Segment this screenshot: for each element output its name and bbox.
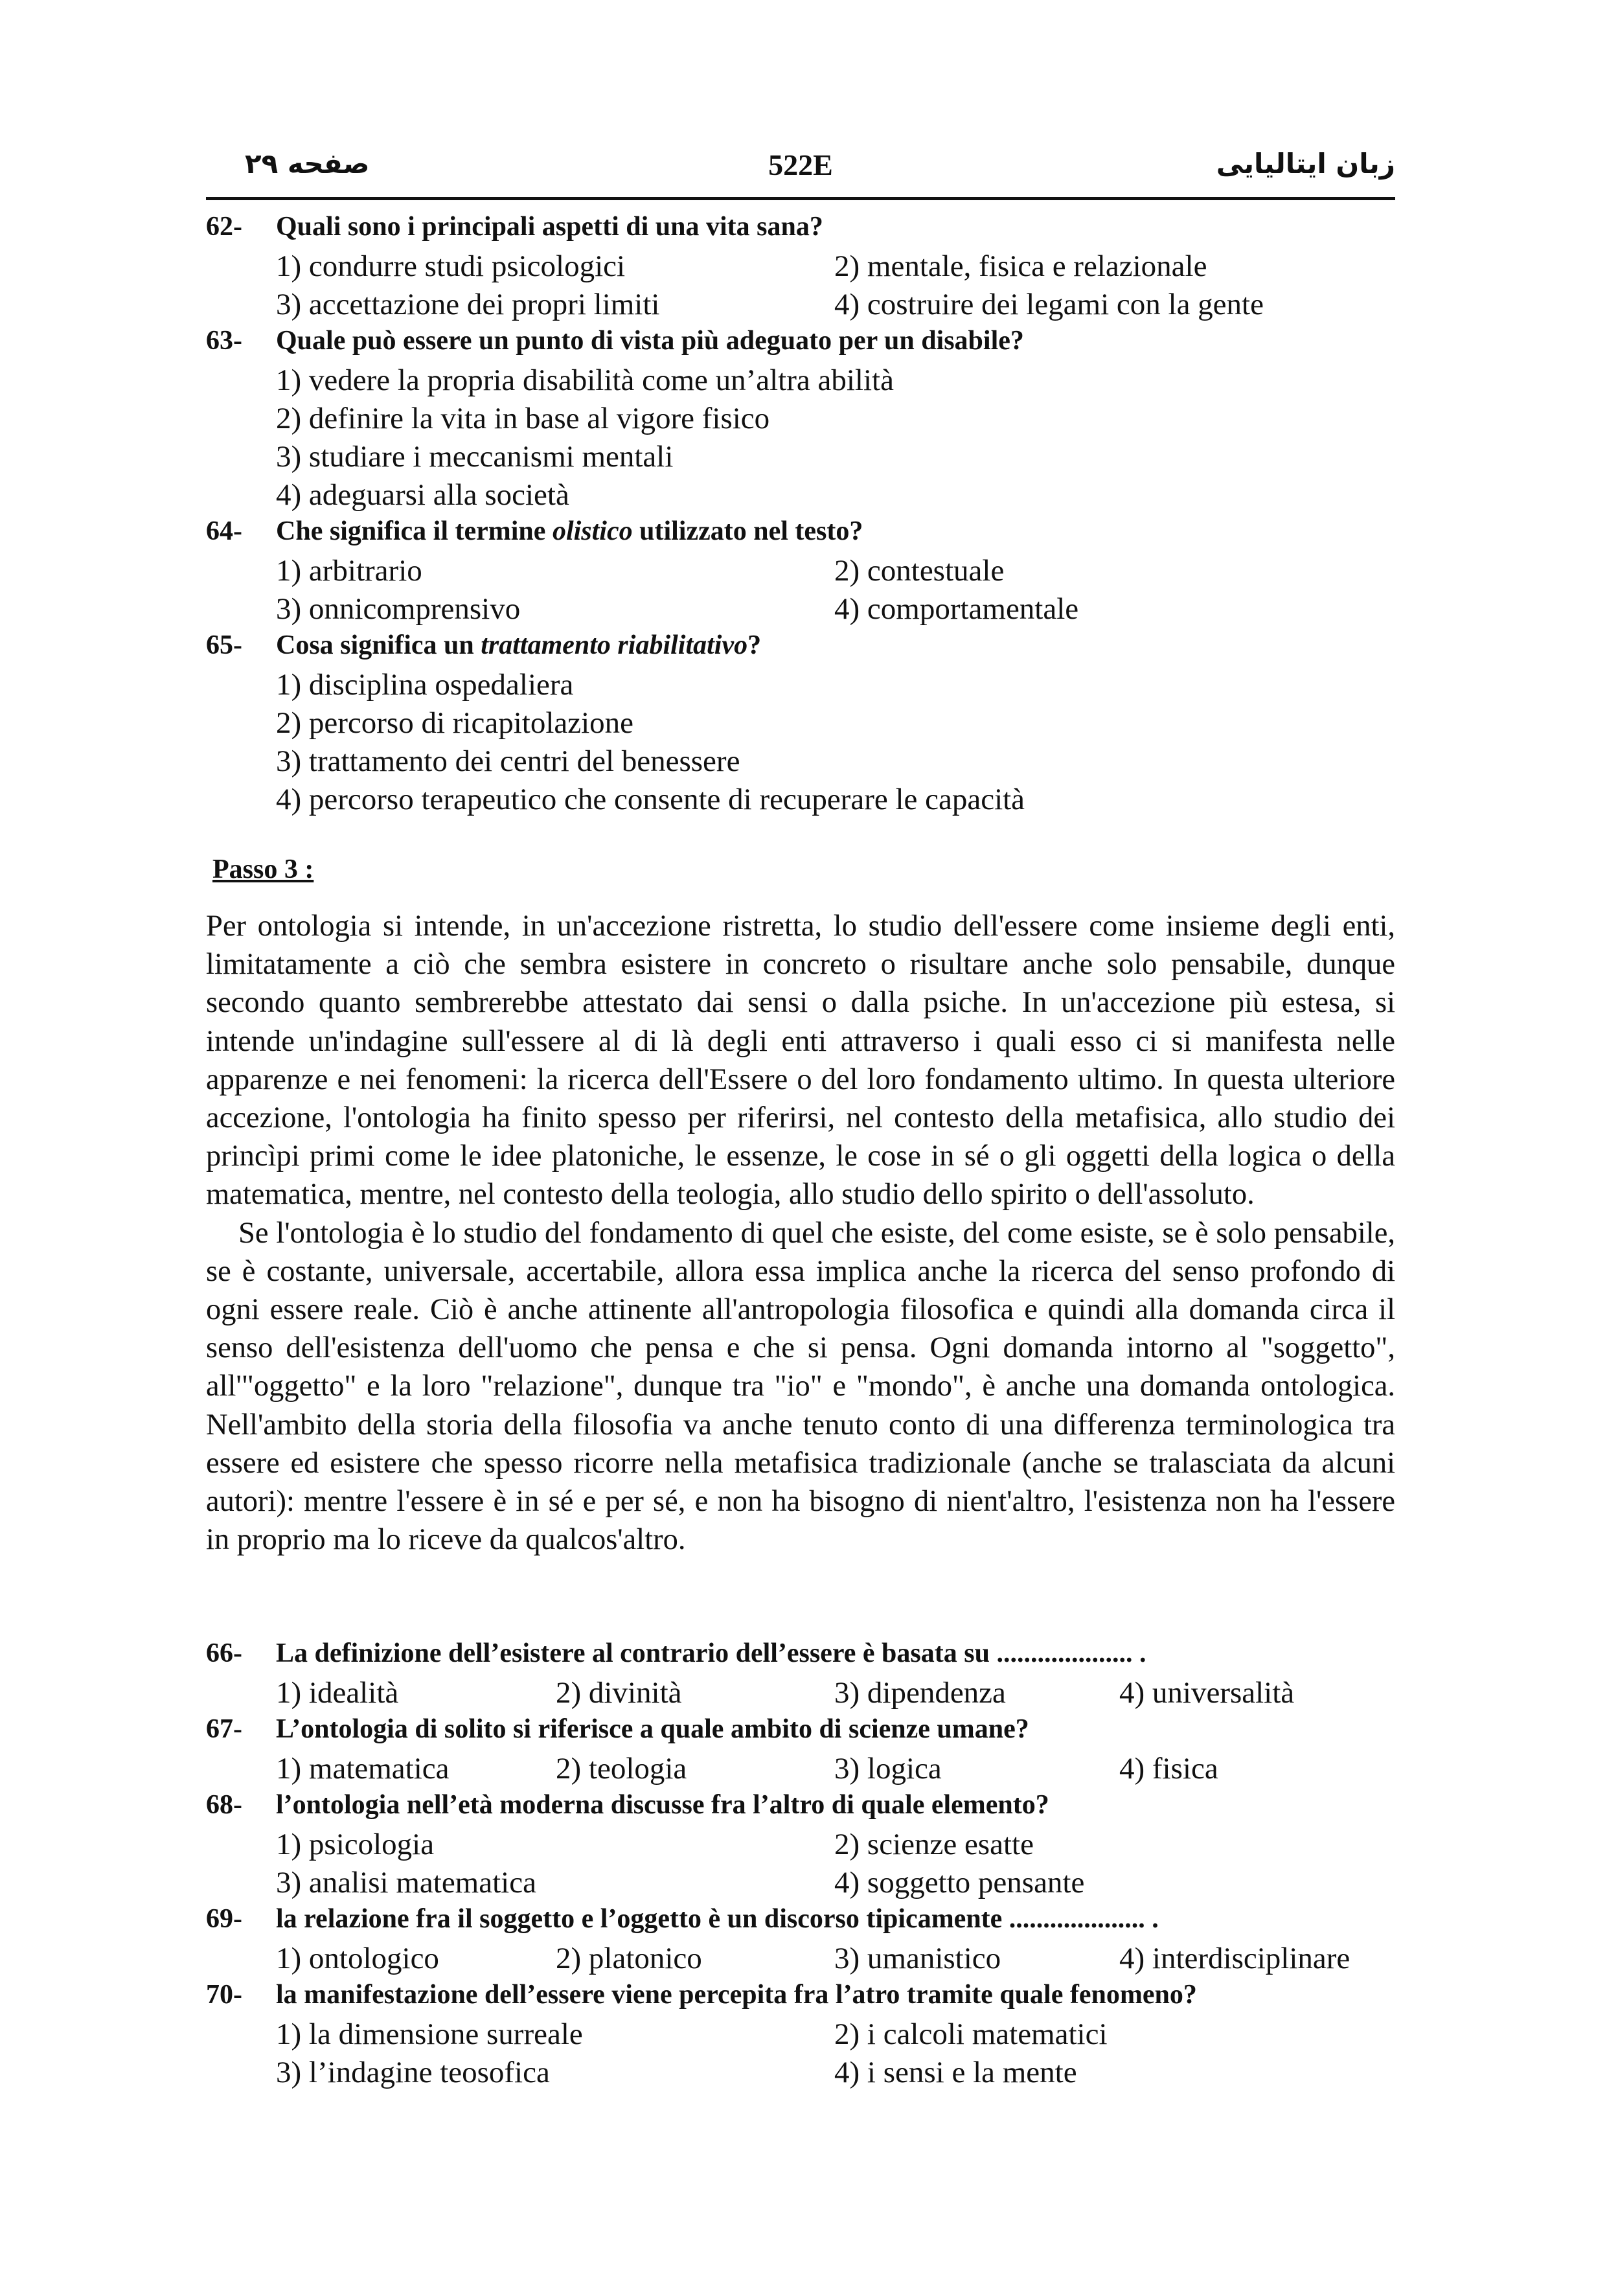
option-4[interactable]: 4) universalità [1119,1676,1295,1710]
options-row [206,287,1395,325]
option-4[interactable]: 4) interdisciplinare [1119,1942,1351,1975]
option-2[interactable]: 2) definire la vita in base al vigore fisico [276,402,770,435]
option-3[interactable]: 3) accettazione dei propri limiti [276,288,660,321]
options-row [206,363,1395,401]
option-2[interactable]: 2) scienze esatte [834,1828,1034,1861]
option-4[interactable]: 4) adeguarsi alla società [276,478,569,512]
question-text: la manifestazione dell’essere viene percepita fra l’atro tramite quale fenomeno? [276,1980,1197,2010]
options-row [206,1827,1395,1865]
option-1[interactable]: 1) condurre studi psicologici [276,249,626,283]
options-row [206,439,1395,477]
options-row [206,1941,1395,1979]
question-number: 63- [206,326,242,356]
questions-66-70 [206,1638,1395,2093]
term-olistico: olistico [552,516,633,546]
option-4[interactable]: 4) percorso terapeutico che consente di recuperare le capacità [276,783,1025,816]
option-1[interactable]: 1) arbitrario [276,554,422,588]
option-4[interactable]: 4) costruire dei legami con la gente [834,288,1264,321]
question-66 [206,1638,1395,1675]
option-4[interactable]: 4) comportamentale [834,592,1079,626]
option-1[interactable]: 1) disciplina ospedaliera [276,668,574,702]
options-row [206,744,1395,782]
question-number: 67- [206,1714,242,1744]
option-3[interactable]: 3) l’indagine teosofica [276,2056,550,2089]
options-row [206,2017,1395,2055]
page-number-label: صفحه ۲۹ [245,148,370,179]
options-row [206,706,1395,744]
question-64 [206,516,1395,553]
option-4[interactable]: 4) fisica [1119,1752,1218,1785]
question-text: Quale può essere un punto di vista più adeguato per un disabile? [276,326,1024,356]
question-68 [206,1789,1395,1827]
option-2[interactable]: 2) divinità [556,1676,682,1710]
option-2[interactable]: 2) i calcoli matematici [834,2017,1108,2051]
option-3[interactable]: 3) studiare i meccanismi mentali [276,440,674,474]
question-69 [206,1903,1395,1941]
option-2[interactable]: 2) percorso di ricapitolazione [276,706,634,740]
options-row [206,553,1395,591]
option-1[interactable]: 1) vedere la propria disabilità come un’altra abilità [276,363,894,397]
options-row [206,591,1395,630]
passage-paragraph-1: Per ontologia si intende, in un'accezione ristretta, lo studio dell'essere come insieme degli enti, limitatamente a ciò che sembra esistere in concreto o risultare anche solo pensabile, dunque secondo quanto sembrerebbe attestato dai sensi o dalla psiche. In un'accezione più estesa, si intende un'indagine sull'essere al di là degli enti attraverso i quali esso ci si manifesta nelle apparenze e nei fenomeni: la ricerca dell'Essere o del loro fondamento ultimo. In questa ulteriore accezione, l'ontologia ha finito spesso per riferirsi, nel contesto della metafisica, allo studio dei princìpi primi come le idee platoniche, le essenze, le cose in sé o gli oggetti della logica o della matematica, mentre, nel contesto della teologia, allo studio dello spirito o dell'assoluto. [206,910,1395,1211]
passage-title: Passo 3 : [212,855,314,884]
option-3[interactable]: 3) analisi matematica [276,1866,536,1900]
option-2[interactable]: 2) platonico [556,1942,702,1975]
question-62 [206,211,1395,249]
option-3[interactable]: 3) onnicomprensivo [276,592,521,626]
options-row [206,667,1395,706]
question-number: 64- [206,516,242,546]
questions-62-65 [206,211,1395,820]
options-row [206,477,1395,516]
question-text: La definizione dell’esistere al contrario dell’essere è basata su .................... . [276,1638,1146,1668]
page-header [206,148,1395,190]
question-number: 70- [206,1980,242,2010]
question-63 [206,325,1395,363]
option-4[interactable]: 4) i sensi e la mente [834,2056,1077,2089]
options-row [206,249,1395,287]
options-row [206,1675,1395,1714]
question-text: L’ontologia di solito si riferisce a quale ambito di scienze umane? [276,1714,1029,1744]
option-1[interactable]: 1) idealità [276,1676,399,1710]
option-4[interactable]: 4) soggetto pensante [834,1866,1085,1900]
question-number: 66- [206,1638,242,1668]
term-trattamento-riabilitativo: trattamento riabilitativo [481,630,748,660]
option-2[interactable]: 2) contestuale [834,554,1005,588]
option-1[interactable]: 1) la dimensione surreale [276,2017,583,2051]
option-3[interactable]: 3) dipendenza [834,1676,1006,1710]
options-row [206,401,1395,439]
question-text: l’ontologia nell’età moderna discusse fra l’altro di quale elemento? [276,1790,1049,1820]
question-65 [206,630,1395,667]
option-3[interactable]: 3) logica [834,1752,942,1785]
question-text: Che significa il termine olistico utilizzato nel testo? [276,516,863,546]
options-row [206,1865,1395,1903]
passage-paragraph-2: Se l'ontologia è lo studio del fondamento di quel che esiste, del come esiste, se è solo pensabile, se è costante, universale, accertabile, allora essa implica anche la ricerca del senso profondo di ogni essere reale. Ciò è anche attinente all'antropologia filosofica e quindi alla domanda circa il senso dell'esistenza dell'uomo che pensa e che si pensa. Ogni domanda intorno al "soggetto", all'"oggetto" e la loro "relazione", dunque tra "io" e "mondo", è anche una domanda ontologica. Nell'ambito della storia della filosofia va anche tenuto conto di una differenza terminologica tra essere ed esistere che spesso ricorre nella metafisica tradizionale (anche se tralasciata da alcuni autori): mentre l'essere è in sé e per sé, e non ha bisogno di nient'altro, l'esistenza non ha l'essere in proprio ma lo riceve da qualcos'altro. [206,1216,1395,1557]
exam-code: 522E [768,148,833,181]
question-67 [206,1714,1395,1751]
options-row [206,1751,1395,1789]
subject-title: زبان ایتالیایی [1216,148,1395,179]
option-3[interactable]: 3) umanistico [834,1942,1001,1975]
question-text: la relazione fra il soggetto e l’oggetto è un discorso tipicamente .................... . [276,1904,1159,1934]
question-number: 65- [206,630,242,660]
question-number: 69- [206,1904,242,1934]
option-1[interactable]: 1) ontologico [276,1942,439,1975]
question-text: Cosa significa un trattamento riabilitativo? [276,630,762,660]
options-row [206,2055,1395,2093]
option-2[interactable]: 2) mentale, fisica e relazionale [834,249,1207,283]
option-3[interactable]: 3) trattamento dei centri del benessere [276,744,740,778]
option-1[interactable]: 1) psicologia [276,1828,435,1861]
question-text: Quali sono i principali aspetti di una vita sana? [276,212,823,242]
option-2[interactable]: 2) teologia [556,1752,687,1785]
question-70 [206,1979,1395,2017]
option-1[interactable]: 1) matematica [276,1752,450,1785]
question-number: 68- [206,1790,242,1820]
passage-text [206,907,1395,1559]
question-number: 62- [206,212,242,242]
options-row [206,782,1395,820]
header-divider [206,197,1395,200]
